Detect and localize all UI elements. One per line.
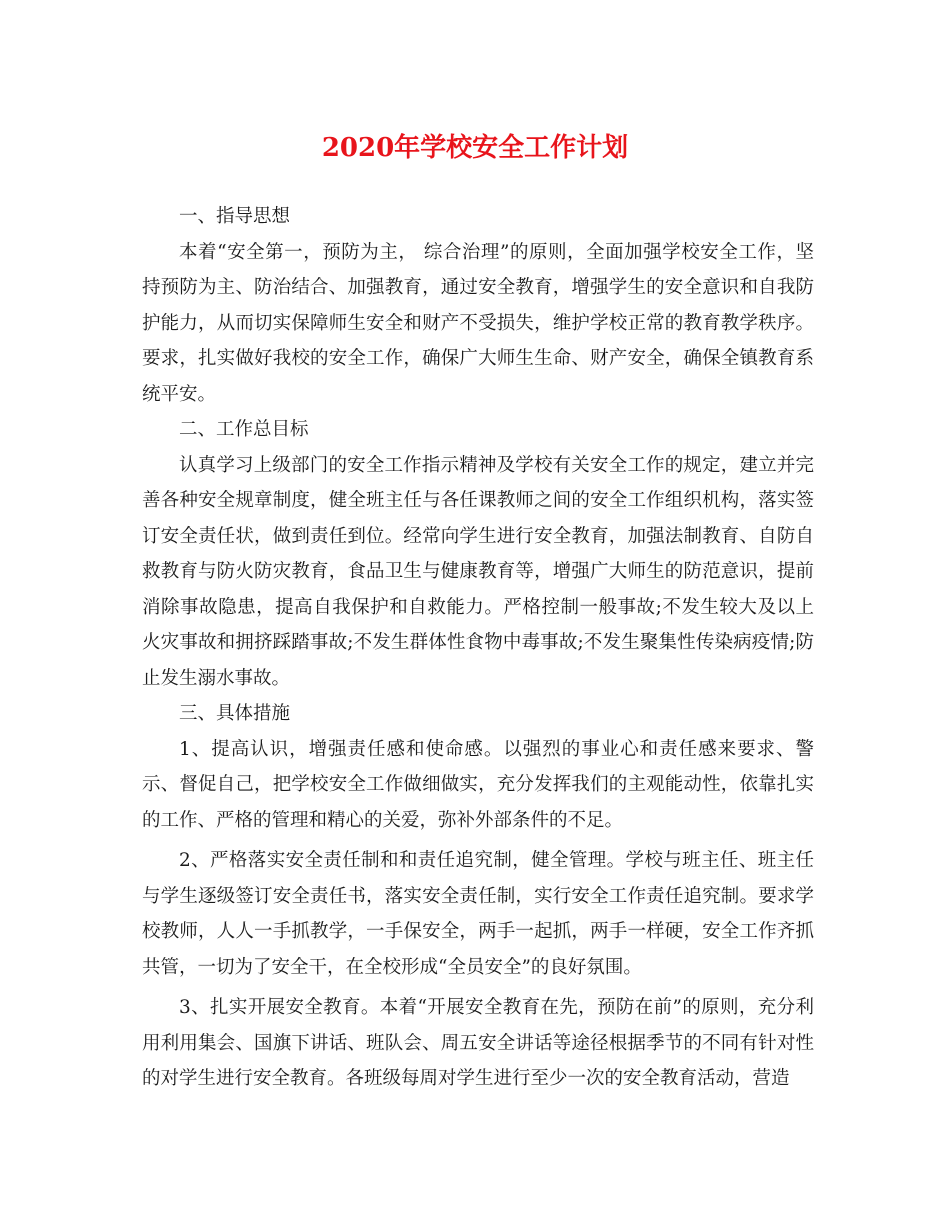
section-heading-guiding-thought: 一、指导思想: [179, 206, 291, 227]
document-body: [142, 199, 814, 1097]
section-paragraph: 3、扎实开展安全教育。本着“开展安全教育在先，预防在前”的原则，充分利用利用集会、国旗下讲话、班队会、周五安全讲话等途径根据季节的不同有针对性的对学生进行安全教育。各班级每周对学生进行至少一次的安全教育活动，营造: [142, 997, 814, 1089]
document-title: 2020年学校安全工作计划: [321, 133, 629, 163]
section-paragraph: 本着“安全第一，预防为主， 综合治理”的原则，全面加强学校安全工作，坚持预防为主、防治结合、加强教育，通过安全教育，增强学生的安全意识和自我防护能力，从而切实保障师生安全和财产不受损失，维护学校正常的教育教学秩序。要求，扎实做好我校的安全工作，确保广大师生生命、财产安全，确保全镇教育系统平安。: [142, 241, 814, 405]
section-heading-specific-measures: 三、具体措施: [179, 703, 291, 724]
section-paragraph: 2、严格落实安全责任制和和责任追究制，健全管理。学校与班主任、班主任与学生逐级签订安全责任书，落实安全责任制，实行安全工作责任追究制。要求学校教师，人人一手抓教学，一手保安全，两手一起抓，两手一样硬，安全工作齐抓共管，一切为了安全干，在全校形成“全员安全”的良好氛围。: [142, 850, 814, 978]
section-paragraph: 认真学习上级部门的安全工作指示精神及学校有关安全工作的规定，建立并完善各种安全规章制度，健全班主任与各任课教师之间的安全工作组织机构，落实签订安全责任状，做到责任到位。经常向学生进行安全教育，加强法制教育、自防自救教育与防火防灾教育，食品卫生与健康教育等，增强广大师生的防范意识，提前消除事故隐患，提高自我保护和自救能力。严格控制一般事故;不发生较大及以上火灾事故和拥挤踩踏事故;不发生群体性食物中毒事故;不发生聚集性传染病疫情;防止发生溺水事故。: [142, 454, 814, 689]
section-heading-overall-goal: 二、工作总目标: [179, 419, 309, 440]
section-paragraph: 1、提高认识，增强责任感和使命感。以强烈的事业心和责任感来要求、警示、督促自己，把学校安全工作做细做实，充分发挥我们的主观能动性，依靠扎实的工作、严格的管理和精心的关爱，弥补外部条件的不足。: [142, 738, 814, 831]
